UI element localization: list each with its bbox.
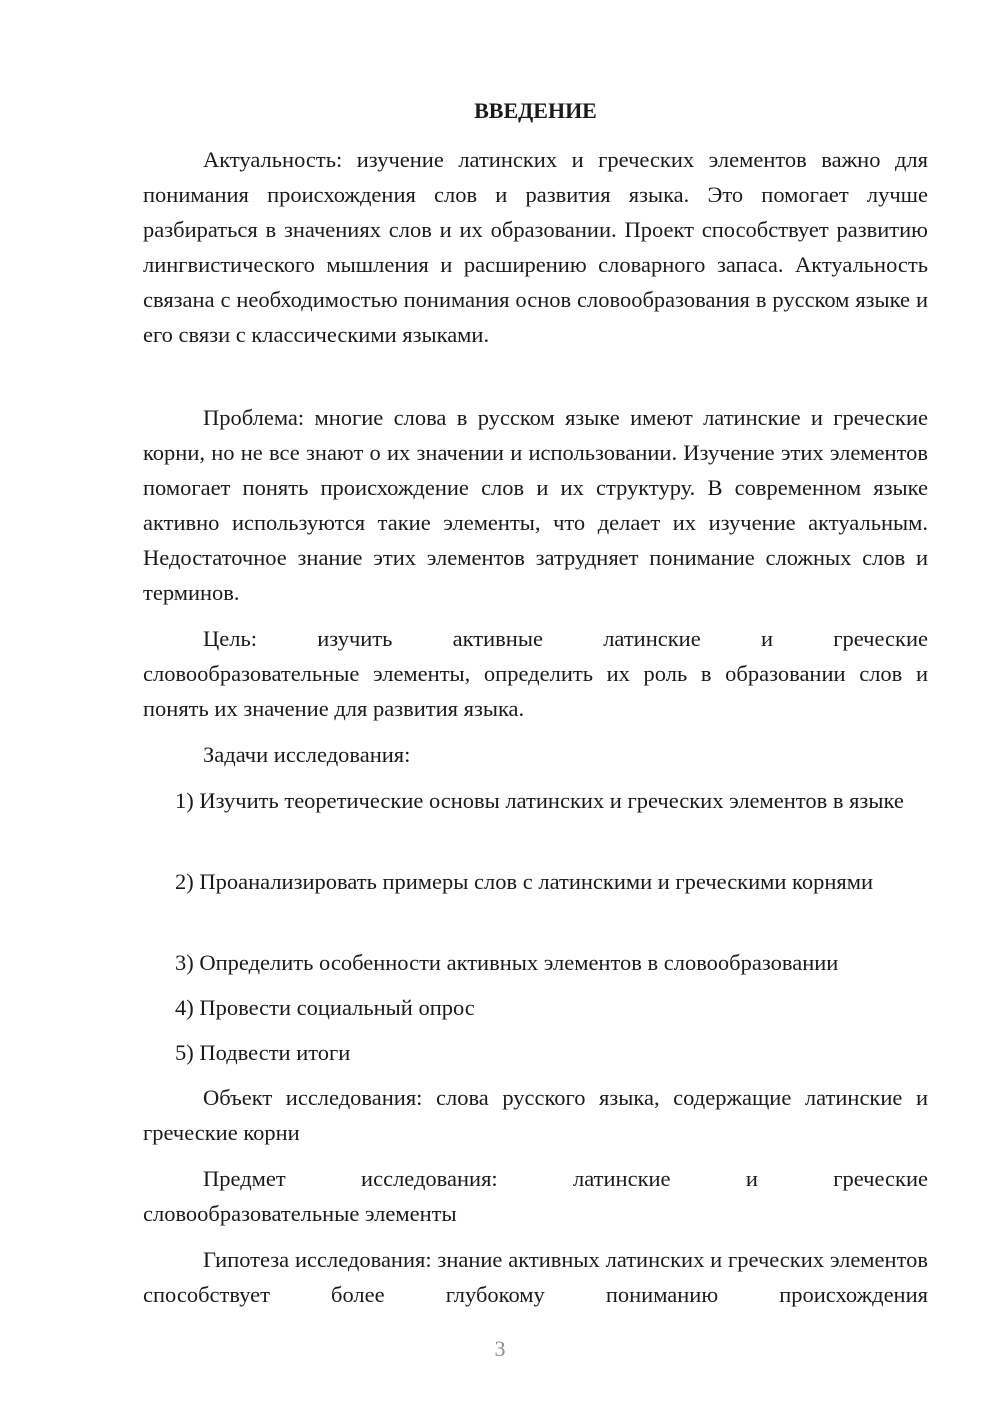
task-item-3: 3) Определить особенности активных элементов в словообразовании [175, 950, 839, 975]
page-title: ВВЕДЕНИЕ [474, 98, 597, 123]
paragraph-problem: Проблема: многие слова в русском языке имеют латинские и греческие корни, но не все знают о их значении и использовании. Изучение этих элементов помогает понять происхождение слов и их структуру. В современном языке активно используются такие элементы, что делает их изучение актуальным. Недостаточное знание этих элементов затрудняет понимание сложных слов и терминов. [143, 405, 928, 605]
paragraph-object: Объект исследования: слова русского языка, содержащие латинские и греческие корни [143, 1085, 928, 1145]
page-number: 3 [494, 1336, 506, 1361]
paragraph-goal-rest: словообразовательные элементы, определить их роль в образовании слов и понять их значение для развития языка. [143, 661, 928, 721]
paragraph-hypothesis: Гипотеза исследования: знание активных латинских и греческих элементов способствует более глубокому пониманию происхождения [143, 1247, 928, 1307]
task-item-2: 2) Проанализировать примеры слов с латинскими и греческими корнями [175, 869, 874, 894]
paragraph-subject-rest: словообразовательные элементы [143, 1201, 457, 1226]
task-item-5: 5) Подвести итоги [175, 1040, 351, 1065]
paragraph-goal-line1: Цель: изучить активные латинские и греческие [203, 626, 928, 651]
task-item-4: 4) Провести социальный опрос [175, 995, 475, 1020]
paragraph-relevance: Актуальность: изучение латинских и греческих элементов важно для понимания происхождения слов и развития языка. Это помогает лучше разбираться в значениях слов и их образовании. Проект способствует развитию лингвистического мышления и расширению словарного запаса. Актуальность связана с необходимостью понимания основ словообразования в русском языке и его связи с классическими языками. [143, 147, 928, 347]
task-item-1: 1) Изучить теоретические основы латинских и греческих элементов в языке [175, 788, 904, 813]
tasks-heading: Задачи исследования: [203, 742, 411, 767]
paragraph-subject-line1: Предмет исследования: латинские и греческие [203, 1166, 928, 1191]
